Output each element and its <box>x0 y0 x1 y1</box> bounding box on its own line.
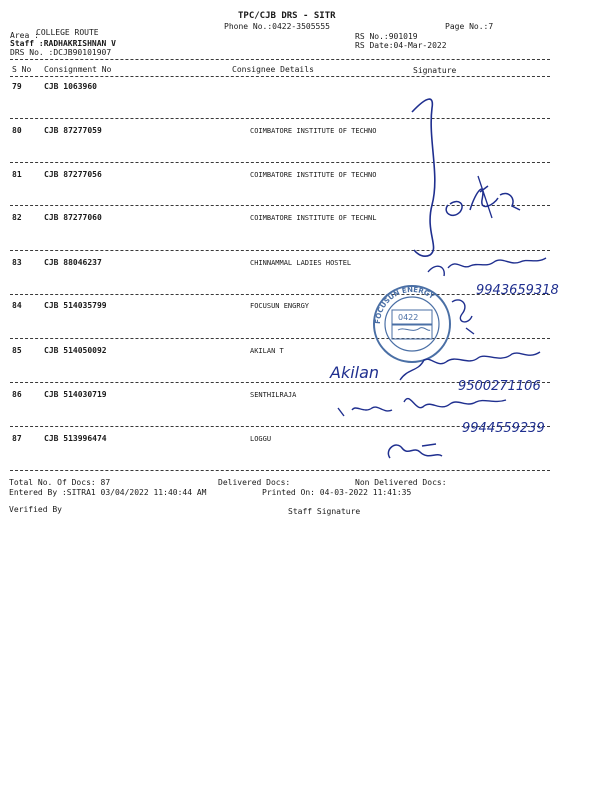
row-sno: 86 <box>12 390 22 399</box>
entered-by: Entered By :SITRA1 03/04/2022 11:40:44 AM <box>9 488 207 497</box>
table-bottom-divider <box>10 470 550 471</box>
row-consignment: CJB 514035799 <box>44 301 107 310</box>
row-sno: 87 <box>12 434 22 443</box>
signature-slash <box>478 176 492 218</box>
column-header-divider <box>10 76 550 77</box>
column-consignee: Consignee Details <box>232 65 314 74</box>
row-consignment: CJB 514050092 <box>44 346 107 355</box>
signature-scribble-3 <box>338 399 506 416</box>
staff-signature-label: Staff Signature <box>288 507 361 516</box>
handwritten-phone-2: 9500271106 <box>458 379 541 394</box>
row-divider <box>10 294 550 295</box>
rs-number: RS No.:901019 <box>355 32 418 41</box>
signature-scribble-2 <box>452 300 474 334</box>
verified-by: Verified By <box>9 505 62 514</box>
row-divider <box>10 118 550 119</box>
row-sno: 80 <box>12 126 22 135</box>
drs-number: DRS No. :DCJB90101907 <box>10 48 112 57</box>
row-divider <box>10 338 550 339</box>
bracket-stroke <box>412 99 435 256</box>
signature-scribble-1 <box>446 186 520 215</box>
row-consignee: LOGGU <box>250 435 272 443</box>
row-consignment: CJB 88046237 <box>44 258 102 267</box>
handwritten-word-1 <box>428 258 546 276</box>
row-sno: 83 <box>12 258 22 267</box>
row-sno: 79 <box>12 82 22 91</box>
row-divider <box>10 205 550 206</box>
column-consignment: Consignment No <box>44 65 112 74</box>
stamp-code: 0422 <box>398 313 419 322</box>
page-number: Page No.:7 <box>445 22 494 31</box>
row-consignee: SENTHILRAJA <box>250 391 297 399</box>
row-divider <box>10 382 550 383</box>
row-divider <box>10 162 550 163</box>
handwritten-name-2: Akilan <box>330 363 380 382</box>
row-sno: 85 <box>12 346 22 355</box>
delivered-docs: Delivered Docs: <box>218 478 291 487</box>
report-title: TPC/CJB DRS - SITR <box>238 11 336 21</box>
handwritten-word-2 <box>400 352 540 380</box>
row-consignment: CJB 513996474 <box>44 434 107 443</box>
row-consignment: CJB 87277056 <box>44 170 102 179</box>
row-consignment: CJB 514030719 <box>44 390 107 399</box>
row-consignee: COIMBATORE INSTITUTE OF TECHNO <box>250 171 377 179</box>
row-consignment: CJB 87277059 <box>44 126 102 135</box>
row-consignee: COIMBATORE INSTITUTE OF TECHNO <box>250 127 377 135</box>
row-consignee: AKILAN T <box>250 347 284 355</box>
signature-scribble-4 <box>388 444 442 458</box>
handwritten-phone-3: 9944559239 <box>462 421 545 436</box>
area-label: Area : <box>10 31 39 40</box>
area-value: COLLEGE ROUTE <box>36 28 99 37</box>
row-consignment: CJB 87277060 <box>44 213 102 222</box>
stamp-arc-text: FOCUSUN ENERGY <box>373 285 436 325</box>
handwritten-phone-1: 9943659318 <box>476 283 559 298</box>
printed-on: Printed On: 04-03-2022 11:41:35 <box>262 488 412 497</box>
total-docs: Total No. Of Docs: 87 <box>9 478 111 487</box>
phone-number: Phone No.:0422-3505555 <box>224 22 330 31</box>
rs-date: RS Date:04-Mar-2022 <box>355 41 447 50</box>
company-stamp <box>374 286 450 362</box>
row-consignee: COIMBATORE INSTITUTE OF TECHNL <box>250 214 377 222</box>
non-delivered-docs: Non Delivered Docs: <box>355 478 447 487</box>
stamp-date-scribble <box>398 328 430 331</box>
row-sno: 81 <box>12 170 22 179</box>
row-divider <box>10 250 550 251</box>
row-sno: 82 <box>12 213 22 222</box>
row-consignee: FOCUSUN ENGRGY <box>250 302 310 310</box>
row-sno: 84 <box>12 301 22 310</box>
column-sno: S No <box>12 65 32 74</box>
row-divider <box>10 426 550 427</box>
header-divider <box>10 59 550 60</box>
staff-name: Staff :RADHAKRISHNAN V <box>10 39 116 48</box>
row-consignment: CJB 1063960 <box>44 82 97 91</box>
column-signature: Signature <box>413 66 457 75</box>
row-consignee: CHINNAMMAL LADIES HOSTEL <box>250 259 352 267</box>
